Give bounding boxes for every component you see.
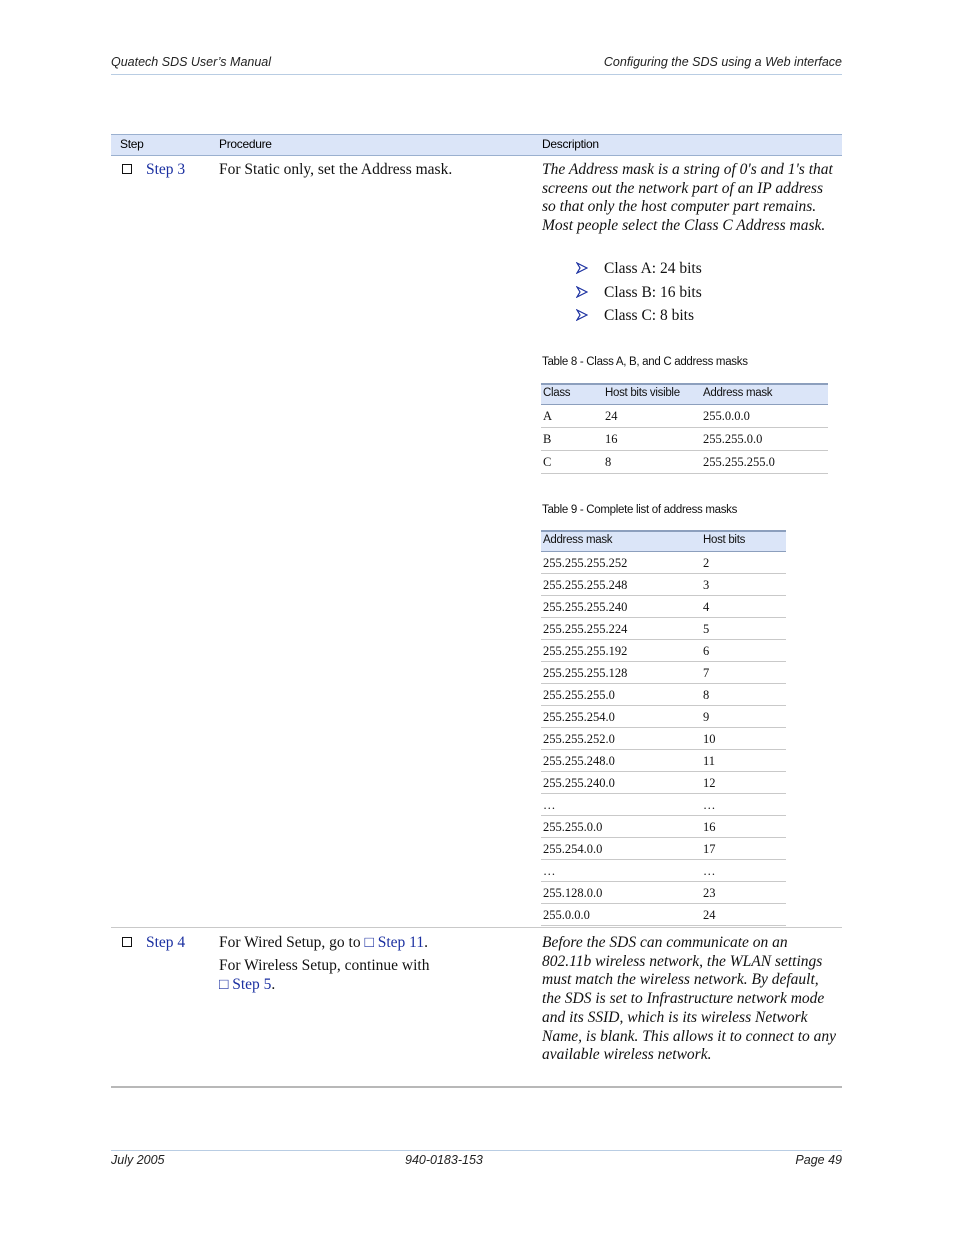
- arrow-bullet-icon: [576, 262, 588, 274]
- address-mask-cell: 255.255.248.0: [543, 754, 615, 768]
- table-bottom-rule: [111, 1086, 842, 1088]
- address-mask-cell: 255.0.0.0: [543, 908, 590, 922]
- step-4-procedure-line1: For Wired Setup, go to □ Step 11.: [219, 934, 428, 951]
- host-bits-cell: 3: [703, 578, 710, 592]
- table-row: B 16 255.255.0.0: [541, 428, 828, 451]
- host-bits-cell: 16: [703, 820, 716, 834]
- table-row: [541, 904, 786, 926]
- col-header-address-mask: Address mask: [703, 387, 773, 399]
- address-mask-cell: 255.255.255.128: [543, 666, 628, 680]
- table-row: [541, 794, 786, 816]
- manual-title: Quatech SDS User’s Manual: [111, 55, 272, 69]
- host-bits-cell: 10: [703, 732, 716, 746]
- table-row: [541, 882, 786, 904]
- address-mask-cell: 255.255.255.240: [543, 600, 628, 614]
- page-footer: [111, 1150, 842, 1173]
- host-bits-cell: …: [703, 798, 716, 812]
- checkbox-icon[interactable]: [122, 164, 132, 174]
- procedure-table-header: [111, 134, 842, 156]
- address-mask-cell: 255.254.0.0: [543, 842, 603, 856]
- address-mask-cell: 255.255.255.192: [543, 644, 628, 658]
- table-9-caption: Table 9 - Complete list of address masks: [542, 504, 738, 516]
- table-row: C 8 255.255.255.0: [541, 451, 828, 474]
- step-11-link[interactable]: □ Step 11: [364, 934, 425, 951]
- table-row: [541, 662, 786, 684]
- table-row: [541, 596, 786, 618]
- step-4-cell: [122, 933, 185, 952]
- address-mask-cell: 255.255.255.224: [543, 622, 628, 636]
- table-row: [541, 750, 786, 772]
- host-bits-cell: 4: [703, 600, 710, 614]
- table-row: [541, 574, 786, 596]
- procedure-table: [111, 134, 842, 156]
- host-bits-cell: …: [703, 864, 716, 878]
- footer-doc-number: 940-0183-153: [405, 1153, 483, 1167]
- table-row: [541, 860, 786, 882]
- host-bits-cell: 11: [703, 754, 716, 768]
- table-row: [541, 618, 786, 640]
- footer-date: July 2005: [111, 1153, 165, 1167]
- host-bits-cell: 5: [703, 622, 710, 636]
- host-bits-cell: 9: [703, 710, 710, 724]
- host-bits-cell: 2: [703, 556, 710, 570]
- address-mask-cell: 255.255.252.0: [543, 732, 615, 746]
- step-3-cell: [122, 160, 185, 179]
- table-9: [541, 530, 786, 926]
- step-4-procedure-line3: □ Step 5.: [219, 976, 276, 993]
- address-mask-cell: …: [543, 864, 556, 878]
- step-5-link[interactable]: □ Step 5: [219, 976, 272, 993]
- step-3-link[interactable]: Step 3: [146, 161, 186, 178]
- address-mask-cell: 255.255.255.0: [543, 688, 615, 702]
- step-4-link[interactable]: Step 4: [146, 934, 186, 951]
- step-4-description: Before the SDS can communicate on an 802.11b wireless network, the WLAN settings must match the wireless network. By default, the SDS is set to Infrastructure network mode and its SSID, which is its wireless Network Name, is blank. This allows it to connect to any available wireless network.: [542, 934, 837, 1064]
- col-header-host-bits-visible: Host bits visible: [605, 387, 680, 399]
- step-4-procedure-line2: For Wireless Setup, continue with: [219, 957, 430, 974]
- checkbox-icon[interactable]: [122, 937, 132, 947]
- host-bits-cell: 6: [703, 644, 710, 658]
- address-mask-cell: …: [543, 798, 556, 812]
- col-header-host-bits: Host bits: [703, 534, 746, 546]
- page-header: [111, 54, 842, 75]
- table-row: [541, 706, 786, 728]
- address-mask-cell: 255.255.240.0: [543, 776, 615, 790]
- footer-page-number: Page 49: [795, 1153, 842, 1167]
- address-mask-cell: 255.128.0.0: [543, 886, 603, 900]
- col-header-description: Description: [542, 137, 599, 151]
- table-row: [541, 838, 786, 860]
- col-header-address-mask: Address mask: [543, 534, 613, 546]
- address-mask-cell: 255.255.254.0: [543, 710, 615, 724]
- table-row: [541, 772, 786, 794]
- table-row: [541, 640, 786, 662]
- step-3-description: The Address mask is a string of 0's and 1's that screens out the network part of an IP address so that only the host computer part remains. Most people select the Class C Address mask.: [542, 161, 833, 235]
- step-3-procedure: For Static only, set the Address mask.: [219, 161, 453, 178]
- table-row: [541, 728, 786, 750]
- host-bits-cell: 24: [703, 908, 716, 922]
- table-row: [541, 816, 786, 838]
- row-divider: [111, 927, 842, 928]
- arrow-bullet-icon: [576, 309, 588, 321]
- col-header-procedure: Procedure: [219, 137, 272, 151]
- host-bits-cell: 23: [703, 886, 716, 900]
- table-row: [541, 684, 786, 706]
- arrow-bullet-icon: [576, 286, 588, 298]
- table-row: [541, 552, 786, 574]
- host-bits-cell: 17: [703, 842, 716, 856]
- col-header-class: Class: [543, 387, 571, 399]
- table-row: A 24 255.0.0.0: [541, 405, 828, 428]
- host-bits-cell: 8: [703, 688, 710, 702]
- address-mask-cell: 255.255.255.248: [543, 578, 628, 592]
- col-header-step: Step: [120, 137, 144, 151]
- table-8-caption: Table 8 - Class A, B, and C address masks: [542, 356, 748, 368]
- section-title: Configuring the SDS using a Web interface: [603, 55, 842, 69]
- host-bits-cell: 7: [703, 666, 710, 680]
- host-bits-cell: 12: [703, 776, 716, 790]
- table-8-header: [541, 383, 828, 405]
- table-8: [541, 383, 828, 474]
- address-mask-cell: 255.255.255.252: [543, 556, 628, 570]
- table-9-header: [541, 530, 786, 552]
- address-mask-cell: 255.255.0.0: [543, 820, 603, 834]
